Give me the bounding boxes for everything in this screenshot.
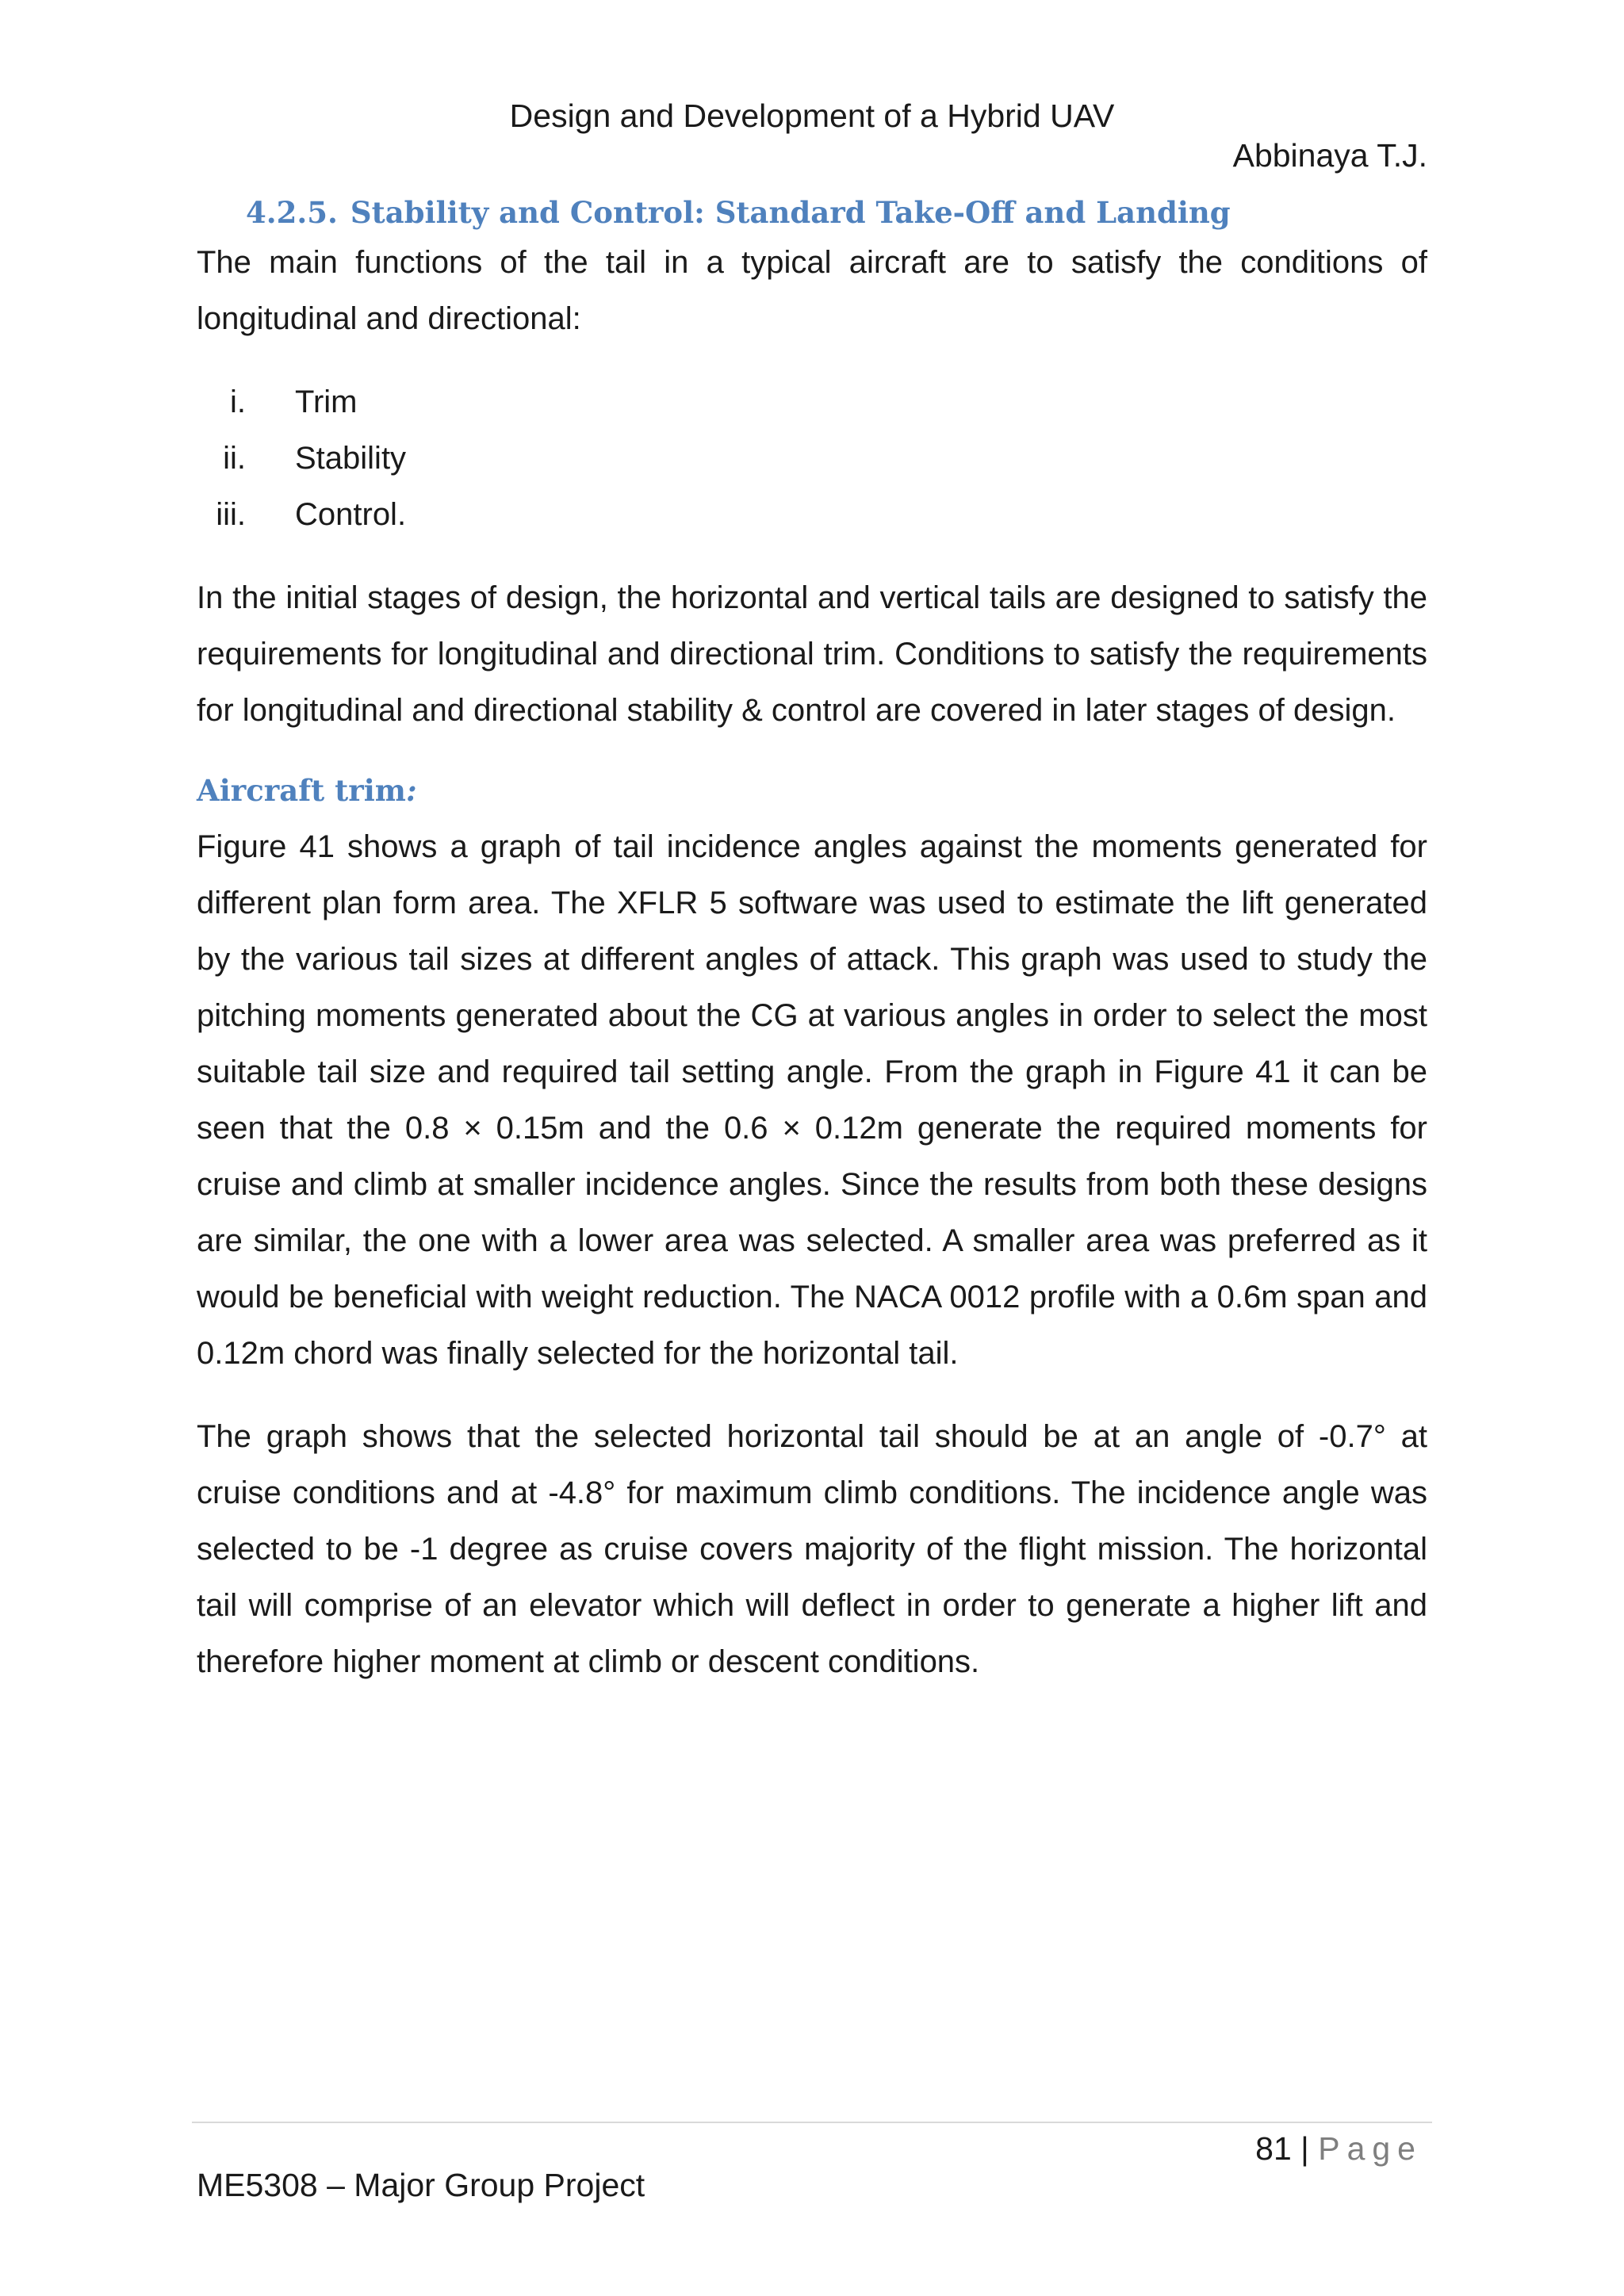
- section-number: 4.2.5.: [246, 195, 338, 230]
- intro-paragraph: The main functions of the tail in a typical aircraft are to satisfy the conditions of longitudinal and directional:: [197, 245, 1427, 336]
- footer-project-name: ME5308 – Major Group Project: [197, 2167, 645, 2203]
- list-item: [197, 374, 1427, 430]
- trim-paragraph-2: The graph shows that the selected horizontal tail should be at an angle of -0.7° at cruise conditions and at -4.8° for maximum climb conditions. The incidence angle was selected to be -1 degree as cruise covers majority of the flight mission. The horizontal tail will comprise of an elevator which will deflect in order to generate a higher lift and therefore higher moment at climb or descent conditions.: [197, 1419, 1427, 1679]
- subsection-heading: [197, 763, 1427, 819]
- list-item-text: Control.: [295, 497, 407, 532]
- footer-divider: [192, 2122, 1432, 2123]
- section-title: Stability and Control: Standard Take-Off and Landing: [350, 195, 1231, 230]
- spacer: [197, 543, 1427, 570]
- page-number-separator: |: [1300, 2130, 1309, 2167]
- list-item-text: Trim: [295, 385, 358, 419]
- subsection-title: Aircraft trim: [197, 773, 406, 808]
- document-header-author: Abbinaya T.J.: [1232, 137, 1427, 174]
- page-number-value: 81: [1255, 2130, 1292, 2167]
- list-item-text: Stability: [295, 441, 407, 476]
- spacer: [197, 1382, 1427, 1409]
- document-header-title: Design and Development of a Hybrid UAV: [509, 98, 1115, 134]
- list-item: [197, 487, 1427, 543]
- page-word: Page: [1318, 2130, 1423, 2167]
- section-heading: [246, 190, 1427, 235]
- subsection-colon: :: [405, 773, 417, 808]
- list-item: [197, 430, 1427, 487]
- tail-functions-list: [197, 374, 1427, 543]
- spacer: [197, 347, 1427, 374]
- page-content: [197, 190, 1427, 1690]
- page-number: [1255, 2126, 1423, 2171]
- list-marker: iii.: [216, 497, 246, 532]
- trim-paragraph-1: Figure 41 shows a graph of tail incidence angles against the moments generated for different plan form area. The XFLR 5 software was used to estimate the lift generated by the various tail sizes at different angles of attack. This graph was used to study the pitching moments generated about the CG at various angles in order to select the most suitable tail size and required tail setting angle. From the graph in Figure 41 it can be seen that the 0.8 × 0.15m and the 0.6 × 0.12m generate the required moments for cruise and climb at smaller incidence angles. Since the results from both these designs are similar, the one with a lower area was selected. A smaller area was preferred as it would be beneficial with weight reduction. The NACA 0012 profile with a 0.6m span and 0.12m chord was finally selected for the horizontal tail.: [197, 829, 1427, 1371]
- list-marker: ii.: [223, 441, 246, 476]
- list-marker: i.: [230, 385, 246, 419]
- design-stages-paragraph: In the initial stages of design, the horizontal and vertical tails are designed to satisfy the requirements for longitudinal and directional trim. Conditions to satisfy the requirements for longitudinal and directional stability & control are covered in later stages of design.: [197, 580, 1427, 728]
